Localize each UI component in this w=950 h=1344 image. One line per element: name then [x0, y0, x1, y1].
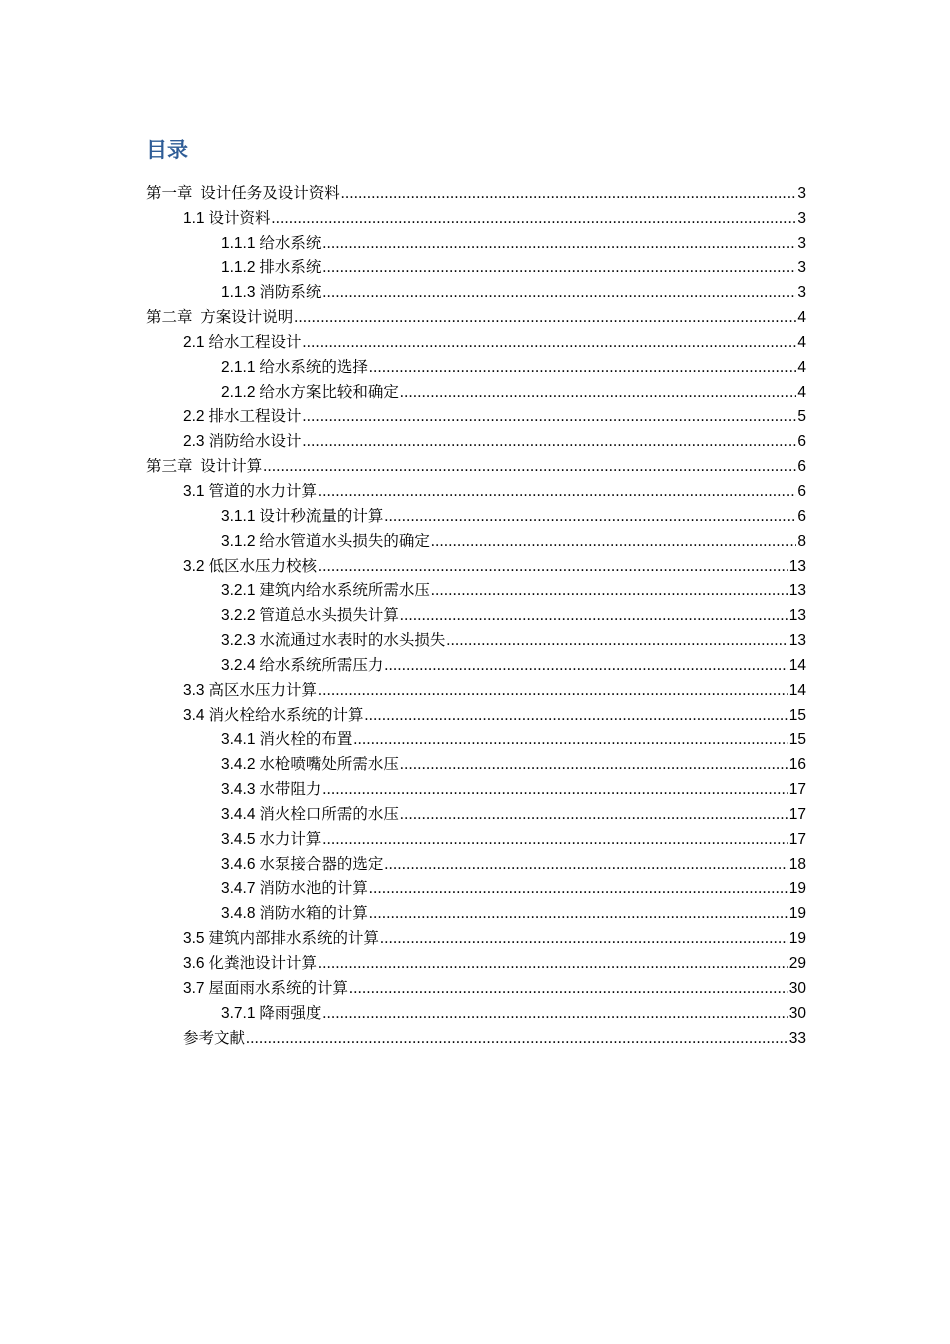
- toc-entry-number: 3.2.1: [221, 582, 256, 600]
- toc-entry-page-number: 17: [788, 805, 806, 823]
- toc-entry-label: [221, 656, 383, 676]
- dot-leader: [294, 308, 796, 328]
- toc-entry-number: 3.2.2: [221, 607, 256, 625]
- toc-entry-label: [221, 631, 445, 651]
- toc-entry-page-number: 4: [797, 358, 806, 376]
- toc-entry-page-number: 19: [788, 905, 806, 923]
- toc-entry-label: [183, 557, 317, 577]
- toc-entry-label: [183, 482, 317, 502]
- toc-entry-page-number: 13: [788, 582, 806, 600]
- toc-entry-page-number: 3: [797, 259, 806, 277]
- toc-entry-number: 第三章: [146, 458, 193, 476]
- dot-leader: [384, 507, 796, 527]
- toc-entry-text: 给水方案比较和确定: [255, 383, 399, 401]
- toc-entry-number: 3.4.5: [221, 830, 256, 848]
- toc-entry[interactable]: [0, 750, 950, 775]
- dot-leader: [369, 358, 797, 378]
- toc-entry[interactable]: [0, 403, 950, 428]
- toc-entry[interactable]: [0, 800, 950, 825]
- toc-entry-text: 设计资料: [204, 209, 271, 227]
- toc-entry-page-number: 14: [788, 681, 806, 699]
- toc-entry-text: 水泵接合器的选定: [255, 855, 384, 873]
- toc-entry-text: 给水系统的选择: [255, 358, 368, 376]
- toc-entry-text: 给水工程设计: [204, 333, 302, 351]
- toc-entry[interactable]: [0, 974, 950, 999]
- toc-entry-label: [183, 333, 301, 353]
- dot-leader: [364, 706, 787, 726]
- toc-entry[interactable]: [0, 651, 950, 676]
- toc-entry-page-number: 6: [797, 482, 806, 500]
- toc-entry[interactable]: [0, 552, 950, 577]
- toc-entry-number: 3.4.4: [221, 805, 256, 823]
- toc-entry-text: 消防水池的计算: [255, 880, 368, 898]
- toc-entry-page-number: 16: [788, 756, 806, 774]
- toc-entry-page-number: 19: [788, 930, 806, 948]
- toc-entry-number: 3.6: [183, 955, 205, 972]
- dot-leader: [384, 656, 787, 676]
- toc-entry-label: [146, 308, 293, 328]
- toc-entry-page-number: 3: [797, 234, 806, 252]
- dot-leader: [246, 1029, 788, 1049]
- toc-entry-text: 排水工程设计: [204, 408, 302, 426]
- toc-entry-page-number: 18: [788, 855, 806, 873]
- toc-entry[interactable]: [0, 999, 950, 1024]
- toc-entry[interactable]: [0, 924, 950, 949]
- dot-leader: [322, 283, 796, 303]
- dot-leader: [263, 457, 796, 477]
- toc-entry-label: [221, 780, 321, 800]
- toc-entry-label: [221, 730, 352, 750]
- toc-entry-text: 低区水压力校核: [204, 557, 317, 575]
- toc-entry-text: 水枪喷嘴处所需水压: [255, 756, 399, 774]
- dot-leader: [318, 482, 796, 502]
- toc-entry-page-number: 14: [788, 656, 806, 674]
- toc-entry-number: 3.3: [183, 681, 205, 699]
- toc-entry-page-number: 29: [788, 955, 806, 972]
- toc-entry-label: [183, 979, 348, 999]
- toc-entry-text: 设计秒流量的计算: [255, 507, 384, 525]
- toc-entry-number: 3.4.1: [221, 731, 256, 749]
- toc-entry[interactable]: [0, 303, 950, 328]
- toc-entry-label: [221, 855, 383, 875]
- toc-entry-number: 3.2: [183, 557, 205, 575]
- toc-entry-label: [183, 432, 301, 452]
- toc-entry-number: 1.1.2: [221, 259, 256, 277]
- toc-entry-text: 管道的水力计算: [204, 482, 317, 500]
- toc-entry-label: [221, 879, 368, 899]
- toc-entry-page-number: 4: [797, 333, 806, 351]
- dot-leader: [322, 1004, 787, 1024]
- dot-leader: [318, 557, 788, 577]
- toc-entry-page-number: 13: [788, 607, 806, 625]
- toc-entry-label: [183, 209, 270, 229]
- toc-entry[interactable]: [0, 452, 950, 477]
- toc-entry-text: 水流通过水表时的水头损失: [255, 632, 446, 650]
- dot-leader: [322, 830, 787, 850]
- toc-entry-page-number: 6: [797, 458, 806, 476]
- toc-entry-number: 3.7: [183, 979, 205, 997]
- toc-entry[interactable]: [0, 775, 950, 800]
- toc-entry-number: 2.3: [183, 433, 205, 451]
- dot-leader: [400, 755, 788, 775]
- dot-leader: [341, 184, 797, 204]
- toc-entry-page-number: 13: [788, 557, 806, 575]
- toc-entry-page-number: 3: [797, 284, 806, 302]
- toc-entry-text: 水力计算: [255, 830, 322, 848]
- toc-entry-label: [221, 358, 368, 378]
- dot-leader: [302, 407, 796, 427]
- toc-entry-page-number: 19: [788, 880, 806, 898]
- toc-entry-number: 3.4: [183, 706, 205, 724]
- toc-entry[interactable]: [0, 502, 950, 527]
- toc-entry-label: [146, 457, 262, 477]
- toc-entry[interactable]: [0, 328, 950, 353]
- toc-title: 目录: [146, 139, 188, 162]
- dot-leader: [353, 730, 787, 750]
- toc-entry[interactable]: [0, 477, 950, 502]
- toc-entry-number: 3.1: [183, 482, 205, 500]
- dot-leader: [431, 581, 788, 601]
- toc-entry-label: [146, 184, 340, 204]
- dot-leader: [431, 532, 797, 552]
- toc-entry-number: 第一章: [146, 184, 193, 202]
- toc-entry-label: [221, 606, 399, 626]
- toc-entry[interactable]: [0, 254, 950, 279]
- dot-leader: [400, 383, 797, 403]
- toc-entry-text: 方案设计说明: [192, 309, 294, 327]
- toc-entry-number: 2.1.1: [221, 358, 256, 376]
- toc-entry-number: 第二章: [146, 309, 193, 327]
- toc-entry-text: 设计计算: [192, 458, 263, 476]
- toc-entry[interactable]: [0, 601, 950, 626]
- dot-leader: [322, 780, 787, 800]
- toc-entry-page-number: 8: [797, 532, 806, 550]
- toc-entry-page-number: 4: [797, 383, 806, 401]
- dot-leader: [322, 258, 796, 278]
- toc-entry-text: 设计任务及设计资料: [192, 184, 340, 202]
- toc-entry-number: 3.4.7: [221, 880, 256, 898]
- toc-entry-number: 2.1.2: [221, 383, 256, 401]
- toc-entry-text: 建筑内部排水系统的计算: [204, 930, 379, 948]
- toc-entry[interactable]: [0, 204, 950, 229]
- toc-entry-text: 排水系统: [255, 259, 322, 277]
- toc-entry-page-number: 30: [788, 1004, 806, 1022]
- toc-entry-number: 1.1.3: [221, 284, 256, 302]
- toc-entry[interactable]: [0, 626, 950, 651]
- toc-entry-page-number: 5: [797, 408, 806, 426]
- toc-entry-number: 3.4.2: [221, 756, 256, 774]
- toc-entry[interactable]: [0, 850, 950, 875]
- toc-entry-text: 建筑内给水系统所需水压: [255, 582, 430, 600]
- dot-leader: [318, 954, 788, 974]
- toc-entry-number: 3.2.4: [221, 656, 256, 674]
- toc-entry-number: 1.1.1: [221, 234, 256, 252]
- toc-entry-number: 3.2.3: [221, 632, 256, 650]
- toc-entry-text: 水带阻力: [255, 781, 322, 799]
- dot-leader: [349, 979, 788, 999]
- toc-entry-label: [221, 234, 321, 254]
- toc-entry-label: [221, 830, 321, 850]
- toc-entry-number: 2.1: [183, 333, 205, 351]
- toc-entry[interactable]: [0, 701, 950, 726]
- toc-entry-label: [183, 954, 317, 974]
- toc-entry-page-number: 6: [797, 507, 806, 525]
- dot-leader: [369, 904, 788, 924]
- toc-entry-number: 3.5: [183, 930, 205, 948]
- toc-entry-text: 消火栓给水系统的计算: [204, 706, 364, 724]
- toc-entry-label: [221, 805, 399, 825]
- toc-entry[interactable]: [0, 676, 950, 701]
- toc-entry-label: [183, 407, 301, 427]
- toc-entry-label: [183, 681, 317, 701]
- toc-entry-page-number: 17: [788, 781, 806, 799]
- dot-leader: [369, 879, 788, 899]
- toc-entry-number: 3.4.6: [221, 855, 256, 873]
- toc-entry-number: 1.1: [183, 209, 205, 227]
- toc-entry-page-number: 15: [788, 706, 806, 724]
- toc-entry-text: 给水系统: [255, 234, 322, 252]
- toc-entry-page-number: 4: [797, 309, 806, 327]
- toc-entry-text: 降雨强度: [255, 1004, 322, 1022]
- toc-entry-page-number: 30: [788, 979, 806, 997]
- toc-entry-number: 3.1.1: [221, 507, 256, 525]
- toc-entry[interactable]: [0, 875, 950, 900]
- dot-leader: [446, 631, 787, 651]
- toc-entry-label: [221, 532, 430, 552]
- toc-entry-text: 参考文献: [183, 1029, 246, 1047]
- toc-entry-label: [221, 283, 321, 303]
- toc-entry[interactable]: [0, 726, 950, 751]
- toc-entry-text: 消火栓口所需的水压: [255, 805, 399, 823]
- dot-leader: [384, 855, 787, 875]
- toc-entry-label: [221, 581, 430, 601]
- dot-leader: [318, 681, 788, 701]
- toc-entry-text: 管道总水头损失计算: [255, 607, 399, 625]
- dot-leader: [322, 234, 796, 254]
- toc-entry-number: 3.7.1: [221, 1004, 256, 1022]
- toc-entry-number: 3.4.8: [221, 905, 256, 923]
- toc-entry-text: 化粪池设计计算: [204, 955, 317, 972]
- toc-entry-label: [221, 1004, 321, 1024]
- dot-leader: [380, 929, 788, 949]
- toc-entry[interactable]: [0, 899, 950, 924]
- toc-entry[interactable]: [0, 1024, 950, 1049]
- toc-entry-label: [221, 755, 399, 775]
- toc-entry-text: 消防给水设计: [204, 433, 302, 451]
- toc-entry-number: 2.2: [183, 408, 205, 426]
- toc-entry-text: 给水系统所需压力: [255, 656, 384, 674]
- toc-entry[interactable]: [0, 353, 950, 378]
- toc-entry-page-number: 3: [797, 209, 806, 227]
- toc-entry-label: [183, 929, 379, 949]
- dot-leader: [271, 209, 796, 229]
- toc-entry[interactable]: [0, 577, 950, 602]
- dot-leader: [400, 606, 788, 626]
- toc-entry-label: [183, 706, 363, 726]
- dot-leader: [302, 333, 796, 353]
- toc-entry[interactable]: [0, 825, 950, 850]
- toc-entry-page-number: 15: [788, 731, 806, 749]
- toc-entry-label: [221, 383, 399, 403]
- toc-list: [0, 179, 950, 1049]
- toc-entry-text: 高区水压力计算: [204, 681, 317, 699]
- toc-entry-label: [183, 1029, 245, 1049]
- toc-entry-label: [221, 507, 383, 527]
- toc-entry[interactable]: [0, 427, 950, 452]
- toc-entry[interactable]: [0, 949, 950, 974]
- toc-entry-number: 3.1.2: [221, 532, 256, 550]
- toc-entry-page-number: 13: [788, 632, 806, 650]
- dot-leader: [400, 805, 788, 825]
- toc-entry-label: [221, 904, 368, 924]
- toc-entry-page-number: 33: [788, 1029, 806, 1047]
- toc-entry-page-number: 3: [797, 184, 806, 202]
- toc-entry-text: 消防水箱的计算: [255, 905, 368, 923]
- toc-entry-text: 消火栓的布置: [255, 731, 353, 749]
- toc-entry-page-number: 17: [788, 830, 806, 848]
- toc-entry-label: [221, 258, 321, 278]
- toc-entry[interactable]: [0, 179, 950, 204]
- toc-entry-page-number: 6: [797, 433, 806, 451]
- toc-entry[interactable]: [0, 527, 950, 552]
- toc-entry-text: 屋面雨水系统的计算: [204, 979, 348, 997]
- toc-entry[interactable]: [0, 229, 950, 254]
- dot-leader: [302, 432, 796, 452]
- toc-entry[interactable]: [0, 278, 950, 303]
- toc-entry[interactable]: [0, 378, 950, 403]
- toc-entry-text: 给水管道水头损失的确定: [255, 532, 430, 550]
- toc-entry-text: 消防系统: [255, 284, 322, 302]
- toc-entry-number: 3.4.3: [221, 781, 256, 799]
